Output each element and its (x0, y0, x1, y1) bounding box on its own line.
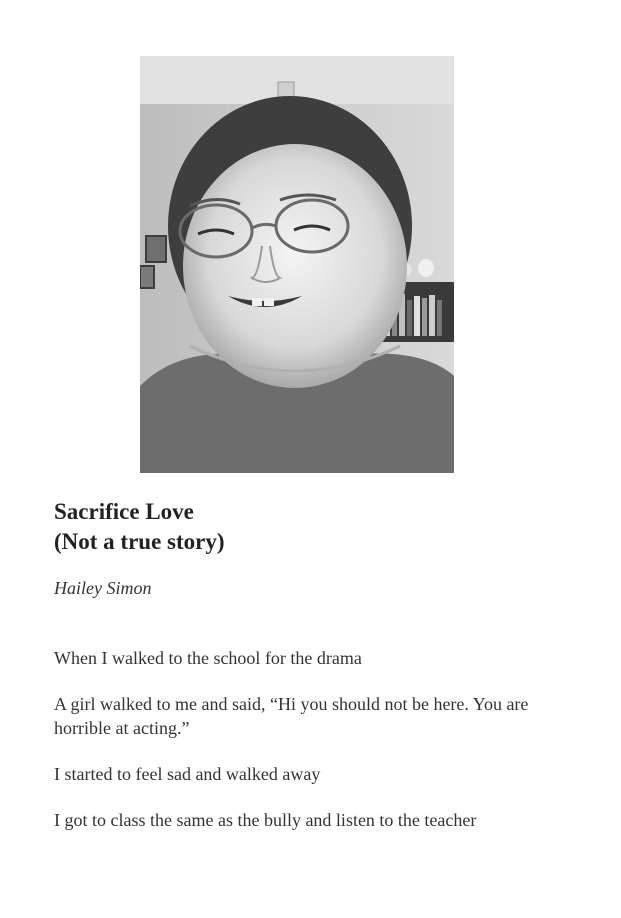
poem-title-line2: (Not a true story) (54, 529, 225, 554)
poem-stanza: When I walked to the school for the drama (54, 648, 362, 668)
poem-title (54, 497, 225, 557)
poem-body (54, 646, 574, 854)
poem-stanza: A girl walked to me and said, “Hi you should not be here. You are horrible at acting.” (54, 694, 529, 738)
poem-title-line1: Sacrifice Love (54, 499, 194, 524)
poem-stanza: I started to feel sad and walked away (54, 764, 321, 784)
portrait-image (140, 56, 454, 473)
poem-stanza: I got to class the same as the bully and listen to the teacher (54, 810, 477, 830)
author-name: Hailey Simon (54, 578, 152, 598)
author-photo (140, 56, 454, 473)
